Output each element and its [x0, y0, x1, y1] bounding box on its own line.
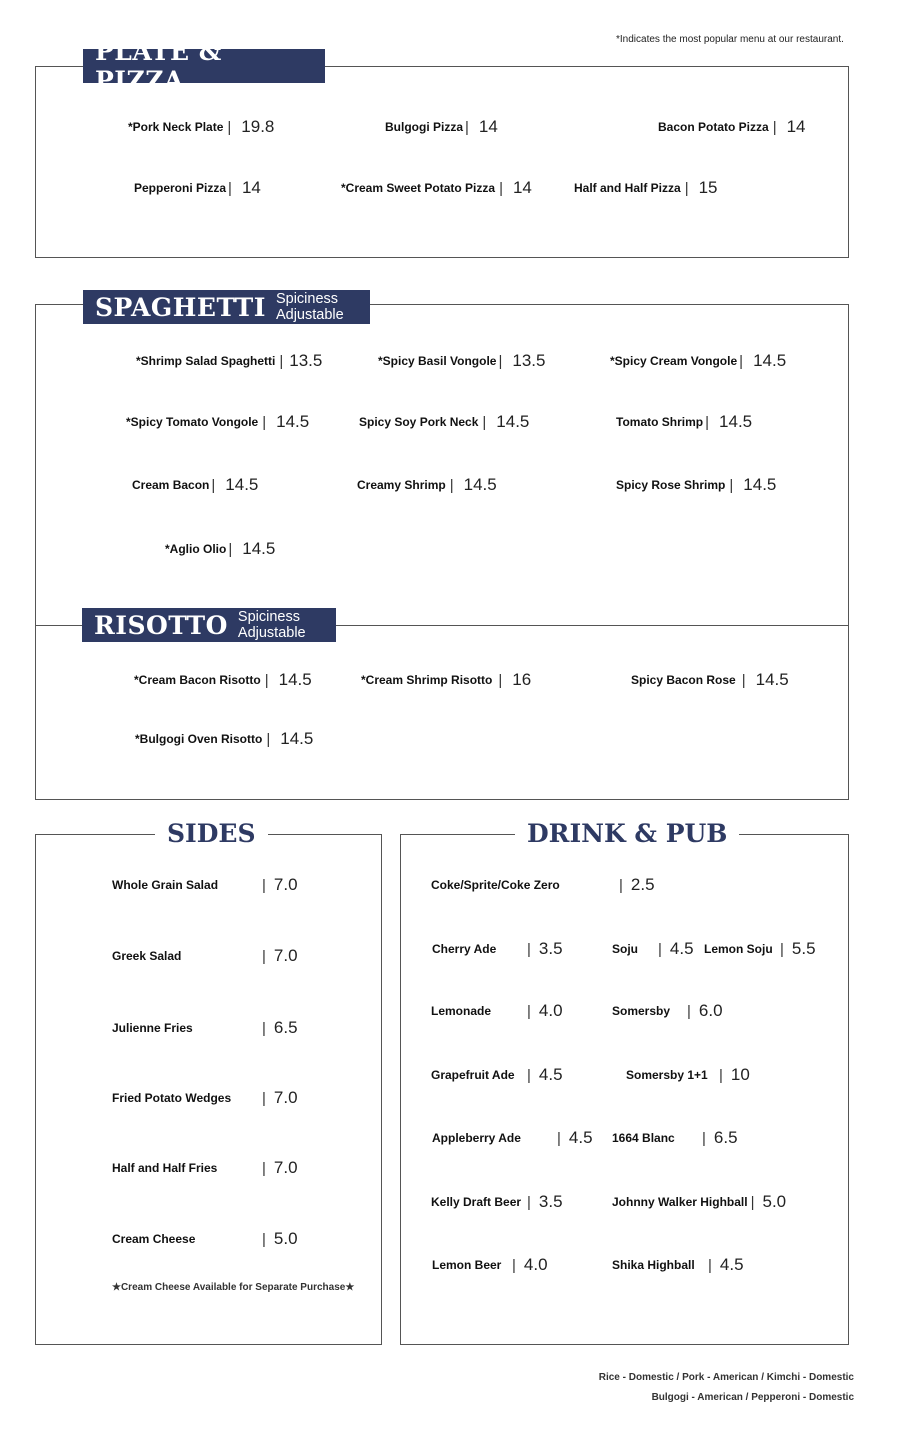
menu-item — [431, 1001, 563, 1021]
popular-note: *Indicates the most popular menu at our restaurant. — [616, 34, 844, 45]
item-price: 7.0 — [273, 1088, 298, 1107]
item-price: 13.5 — [289, 351, 323, 370]
item-name: Kelly Draft Beer — [431, 1195, 522, 1209]
separator: | — [527, 940, 531, 958]
item-price: 14.5 — [276, 412, 310, 431]
item-price: 13.5 — [512, 351, 546, 370]
spaghetti-risotto-section — [35, 304, 849, 800]
menu-item — [357, 475, 497, 495]
item-price: 4.0 — [523, 1255, 548, 1274]
separator: | — [498, 671, 503, 689]
item-name: Half and Half Pizza — [574, 181, 681, 195]
item-price: 14.5 — [278, 670, 312, 689]
item-name: Cream Bacon — [132, 478, 210, 492]
item-price: 5.0 — [762, 1192, 787, 1211]
drinks-title: DRINK & PUB — [515, 819, 739, 849]
separator: | — [498, 352, 503, 370]
risotto-title: RISOTTO — [94, 610, 228, 640]
subtitle-line: Spiciness — [237, 609, 300, 625]
item-price: 4.5 — [719, 1255, 744, 1274]
item-name: *Aglio Olio — [165, 542, 227, 556]
item-name: Pepperoni Pizza — [134, 181, 227, 195]
item-name: *Spicy Cream Vongole — [610, 354, 738, 368]
separator: | — [619, 876, 623, 894]
separator: | — [228, 540, 233, 558]
separator: | — [262, 1089, 266, 1107]
item-name: Spicy Soy Pork Neck — [359, 415, 479, 429]
menu-item — [359, 412, 529, 432]
menu-item — [112, 946, 298, 966]
item-price: 5.0 — [273, 1229, 298, 1248]
menu-item — [610, 351, 786, 371]
separator: | — [557, 1129, 561, 1147]
item-name: Shika Highball — [612, 1258, 695, 1272]
item-price: 16 — [512, 670, 532, 689]
menu-item — [612, 1128, 738, 1148]
plate-pizza-title-tag — [83, 37, 325, 95]
item-price: 3.5 — [538, 1192, 563, 1211]
separator: | — [262, 1019, 266, 1037]
item-price: 6.5 — [713, 1128, 738, 1147]
menu-item — [612, 939, 694, 959]
item-name: Greek Salad — [112, 949, 182, 963]
separator: | — [279, 352, 284, 370]
menu-item — [574, 178, 718, 198]
menu-item — [128, 117, 274, 137]
item-name: Tomato Shrimp — [616, 415, 704, 429]
item-price: 14.5 — [280, 729, 314, 748]
item-name: Lemon Beer — [432, 1258, 502, 1272]
menu-item — [132, 475, 258, 495]
menu-item — [431, 1192, 563, 1212]
menu-item — [378, 351, 545, 371]
spaghetti-title: SPAGHETTI — [95, 292, 266, 322]
item-name: Spicy Rose Shrimp — [616, 478, 726, 492]
sides-title: SIDES — [155, 819, 268, 849]
item-name: Cherry Ade — [432, 942, 497, 956]
separator: | — [687, 1002, 691, 1020]
plate-pizza-title: PLATE & PIZZA — [95, 37, 222, 95]
menu-item — [612, 1001, 723, 1021]
item-name: Somersby 1+1 — [626, 1068, 708, 1082]
separator: | — [527, 1193, 531, 1211]
separator: | — [658, 940, 662, 958]
separator: | — [527, 1066, 531, 1084]
separator: | — [262, 947, 266, 965]
menu-item — [612, 1255, 744, 1275]
item-name: Somersby — [612, 1004, 671, 1018]
separator: | — [211, 476, 216, 494]
item-name: Lemonade — [431, 1004, 492, 1018]
menu-item — [134, 178, 261, 198]
separator: | — [702, 1129, 706, 1147]
separator: | — [266, 730, 271, 748]
item-name: Bacon Potato Pizza — [658, 120, 769, 134]
menu-item — [631, 670, 789, 690]
item-price: 14.5 — [242, 539, 276, 558]
menu-item — [341, 178, 532, 198]
item-name: *Cream Bacon Risotto — [134, 673, 261, 687]
menu-item — [361, 670, 531, 690]
risotto-title-tag — [82, 608, 336, 642]
item-price: 6.5 — [273, 1018, 298, 1037]
item-price: 14.5 — [225, 475, 259, 494]
item-price: 4.0 — [538, 1001, 563, 1020]
menu-item — [134, 670, 312, 690]
item-price: 3.5 — [538, 939, 563, 958]
menu-item — [165, 539, 275, 559]
origin-line-1: Rice - Domestic / Pork - American / Kimchi - Domestic — [598, 1372, 854, 1383]
item-name: Cream Cheese — [112, 1232, 196, 1246]
item-price: 7.0 — [273, 1158, 298, 1177]
spaghetti-spiciness-note — [276, 291, 344, 323]
separator: | — [729, 476, 734, 494]
separator: | — [780, 940, 784, 958]
item-name: Lemon Soju — [704, 942, 773, 956]
item-price: 4.5 — [669, 939, 694, 958]
separator: | — [708, 1256, 712, 1274]
item-name: Grapefruit Ade — [431, 1068, 515, 1082]
subtitle-line: Spiciness — [275, 291, 339, 307]
menu-item — [136, 351, 322, 371]
separator: | — [739, 352, 744, 370]
separator: | — [772, 118, 777, 136]
item-price: 19.8 — [241, 117, 275, 136]
item-name: Coke/Sprite/Coke Zero — [431, 878, 560, 892]
menu-item — [112, 1018, 298, 1038]
item-price: 10 — [730, 1065, 750, 1084]
item-name: *Bulgogi Oven Risotto — [135, 732, 263, 746]
item-name: Fried Potato Wedges — [112, 1091, 232, 1105]
item-name: 1664 Blanc — [612, 1131, 675, 1145]
item-name: Half and Half Fries — [112, 1161, 218, 1175]
separator: | — [741, 671, 746, 689]
item-price: 14 — [512, 178, 532, 197]
menu-item — [112, 1229, 298, 1249]
menu-item — [431, 1065, 563, 1085]
risotto-spiciness-note — [238, 609, 306, 641]
item-price: 14.5 — [463, 475, 497, 494]
item-name: *Shrimp Salad Spaghetti — [136, 354, 276, 368]
menu-item — [616, 412, 752, 432]
item-price: 4.5 — [568, 1128, 593, 1147]
separator: | — [512, 1256, 516, 1274]
separator: | — [482, 413, 487, 431]
item-name: Appleberry Ade — [432, 1131, 521, 1145]
item-name: *Spicy Tomato Vongole — [126, 415, 259, 429]
subtitle-line: Adjustable — [237, 625, 306, 641]
menu-item — [126, 412, 309, 432]
item-price: 14 — [478, 117, 498, 136]
separator: | — [264, 671, 269, 689]
separator: | — [719, 1066, 723, 1084]
sides-note: ★Cream Cheese Available for Separate Purchase★ — [112, 1282, 355, 1293]
menu-item — [112, 1158, 298, 1178]
menu-item — [385, 117, 498, 137]
item-price: 14.5 — [755, 670, 789, 689]
separator: | — [449, 476, 454, 494]
item-name: Soju — [612, 942, 638, 956]
item-price: 14 — [786, 117, 806, 136]
item-name: Johnny Walker Highball — [612, 1195, 748, 1209]
item-price: 15 — [698, 178, 718, 197]
separator: | — [262, 876, 266, 894]
item-price: 14.5 — [719, 412, 753, 431]
separator: | — [527, 1002, 531, 1020]
item-name: *Cream Sweet Potato Pizza — [341, 181, 496, 195]
separator: | — [227, 118, 232, 136]
menu-item — [112, 1088, 298, 1108]
menu-item — [626, 1065, 750, 1085]
menu-item — [658, 117, 806, 137]
item-price: 2.5 — [630, 875, 655, 894]
separator: | — [228, 179, 232, 197]
separator: | — [465, 118, 469, 136]
item-price: 14.5 — [753, 351, 787, 370]
menu-item — [704, 939, 816, 959]
separator: | — [262, 1230, 266, 1248]
separator: | — [750, 1193, 755, 1211]
separator: | — [499, 179, 503, 197]
item-price: 6.0 — [698, 1001, 723, 1020]
item-name: Julienne Fries — [112, 1021, 193, 1035]
subtitle-line: Adjustable — [275, 307, 344, 323]
separator: | — [705, 413, 710, 431]
menu-item — [432, 939, 563, 959]
menu-item — [431, 875, 655, 895]
item-price: 14.5 — [496, 412, 530, 431]
item-price: 5.5 — [791, 939, 816, 958]
item-name: Whole Grain Salad — [112, 878, 219, 892]
spaghetti-title-tag — [83, 290, 370, 324]
separator: | — [262, 1159, 266, 1177]
separator: | — [262, 413, 267, 431]
item-name: Spicy Bacon Rose — [631, 673, 736, 687]
item-name: *Spicy Basil Vongole — [378, 354, 497, 368]
origin-line-2: Bulgogi - American / Pepperoni - Domestic — [651, 1392, 854, 1403]
item-price: 7.0 — [273, 875, 298, 894]
item-price: 14.5 — [743, 475, 777, 494]
menu-item — [135, 729, 313, 749]
menu-item — [112, 875, 298, 895]
separator: | — [684, 179, 689, 197]
item-name: Creamy Shrimp — [357, 478, 446, 492]
menu-item — [616, 475, 776, 495]
item-name: *Cream Shrimp Risotto — [361, 673, 493, 687]
menu-item — [612, 1192, 786, 1212]
menu-item — [432, 1128, 593, 1148]
menu-item — [432, 1255, 548, 1275]
item-price: 4.5 — [538, 1065, 563, 1084]
item-name: *Pork Neck Plate — [128, 120, 224, 134]
item-price: 14 — [241, 178, 261, 197]
item-price: 7.0 — [273, 946, 298, 965]
item-name: Bulgogi Pizza — [385, 120, 463, 134]
